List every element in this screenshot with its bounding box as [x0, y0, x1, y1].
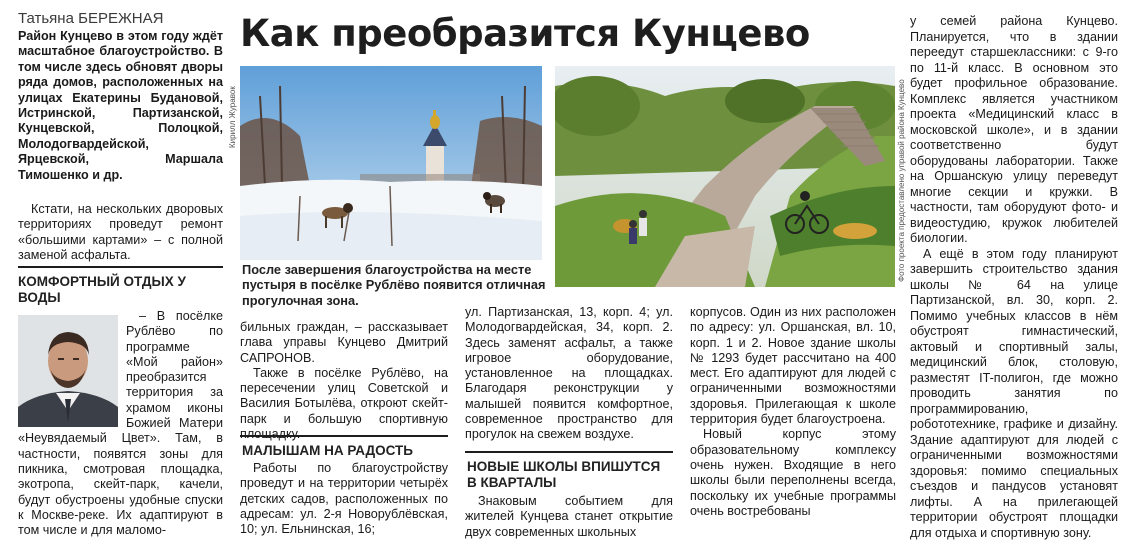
section-divider [465, 451, 673, 453]
headline: Как преобразится Кунцево [240, 12, 810, 55]
photo-credit-1: Кирилл Журавок [228, 86, 237, 148]
column-1-paragraph: – В посёлке Рублёво по программе «Мой район» преобразится территория за храмом иконы Божией Матери «Неувядаемый Цвет». Там, в частности, появятся зоны для пикника, смотровая площадка, экотропа, скейт-парк, качели, будут обустроены удобные спуски к Москве-реке. Их адаптируют в том числе и для маломо- [18, 309, 223, 538]
winter-church-photo [240, 66, 542, 260]
intro-paragraph [18, 202, 223, 263]
column-2-text [240, 320, 448, 442]
subhead-comfort-rest: КОМФОРТНЫЙ ОТДЫХ У ВОДЫ [18, 274, 186, 305]
column-4-text [690, 305, 896, 519]
lead-paragraph: Район Кунцево в этом году ждёт масштабное благоустройство. В том числе здесь обновят дворы ряда домов, расположенных на улицах Екатерины Будановой, Истринской, Партизанской, Кунцевской, Полоцкой, Молодогвардейской, Ярцевской, Маршала Тимошенко и др. [18, 29, 223, 182]
author-byline: Татьяна БЕРЕЖНАЯ [18, 10, 164, 27]
column-3-text-lower [465, 494, 673, 540]
column-4-paragraph-2: Новый корпус этому образовательному комплексу очень нужен. Входящие в него школы были переполнены всегда, поскольку их учебные программы очень востребованы [690, 427, 896, 518]
intro-text: Кстати, на нескольких дворовых территориях проведут ремонт «большими картами» – с полной заменой асфальта. [18, 202, 223, 262]
column-2-paragraph-3: Работы по благоустройству проведут и на территории четырёх детских садов, расположенных по адресам: ул. 2-я Новорублёвская, 10; ул. Ельнинская, 16; [240, 461, 448, 537]
photo-credit-2: Фото проекта предоставлено управой района Кунцево [897, 79, 906, 282]
subhead-schools: НОВЫЕ ШКОЛЫ ВПИШУТСЯ В КВАРТАЛЫ [467, 459, 661, 490]
column-5-text [910, 14, 1118, 541]
park-render-photo [555, 66, 895, 287]
column-5-paragraph-2: А ещё в этом году планируют завершить строительство здания школы № 64 на улице Партизанской, вл. 30, корп. 2. Помимо учебных классов в нём обустроят гимнастический, актовый и спортивный залы, медицинский блок, столовую, разместят IT-полигон, где можно проводить занятия по программированию, робототехнике, графике и дизайну. Здание адаптируют для людей с ограниченными возможностями здоровья: помимо специальных съездов и пандусов установят лифты. А на прилегающей территории обустроят площадки для отдыха и спортивную зону. [910, 246, 1118, 540]
column-3-paragraph-1: ул. Партизанская, 13, корп. 4; ул. Молодогвардейская, 34, корп. 2. Здесь заменят асфальт, а также игровое оборудование, установленное на площадках. Благодаря реконструкции у малышей появится комфортное, современное пространство для прогулок на свежем воздухе. [465, 305, 673, 442]
column-2-text-lower [240, 461, 448, 537]
column-1-text [18, 309, 223, 538]
column-2-paragraph-2: Также в посёлке Рублёво, на пересечении улиц Советской и Василия Ботылёва, откроют скейт-парк и большую спортивную [240, 365, 448, 426]
photo-caption: После завершения благоустройства на месте пустыря в посёлке Рублёво появится отличная прогулочная зона. [242, 262, 546, 308]
column-4-paragraph-1: корпусов. Один из них расположен по адресу: ул. Оршанская, вл. 10, корп. 1 и 2. Новое здание школы № 1293 будет рассчитано на 400 мест. Его адаптируют для людей с ограниченными возможностями здоровья. Прилегающая к школе территория будет благоустроена. [690, 305, 896, 427]
column-3-text [465, 305, 673, 443]
column-5-paragraph-1: у семей района Кунцево. Планируется, что в здании переедут старшеклассники: с 9-го по 11-й класс. В основном это будет профильное образование. Комплекс является участником проекта «Медицинский класс в московской школе», и в здании соответственно будут оборудованы лаборатории. Также на Оршанскую улицу переведут многие секции и кружки. В частности, там оборудуют фото- и видеостудию, кружок любителей биологии. [910, 14, 1118, 245]
column-2-paragraph-1: бильных граждан, – рассказывает глава управы Кунцево Дмитрий САПРОНОВ. [240, 320, 448, 365]
section-divider [240, 435, 448, 437]
portrait-photo [18, 315, 118, 427]
column-3-paragraph-2: Знаковым событием для жителей Кунцева станет открытие двух современных школьных [465, 494, 673, 539]
subhead-kids: МАЛЫШАМ НА РАДОСТЬ [242, 443, 413, 458]
section-divider [18, 266, 223, 268]
